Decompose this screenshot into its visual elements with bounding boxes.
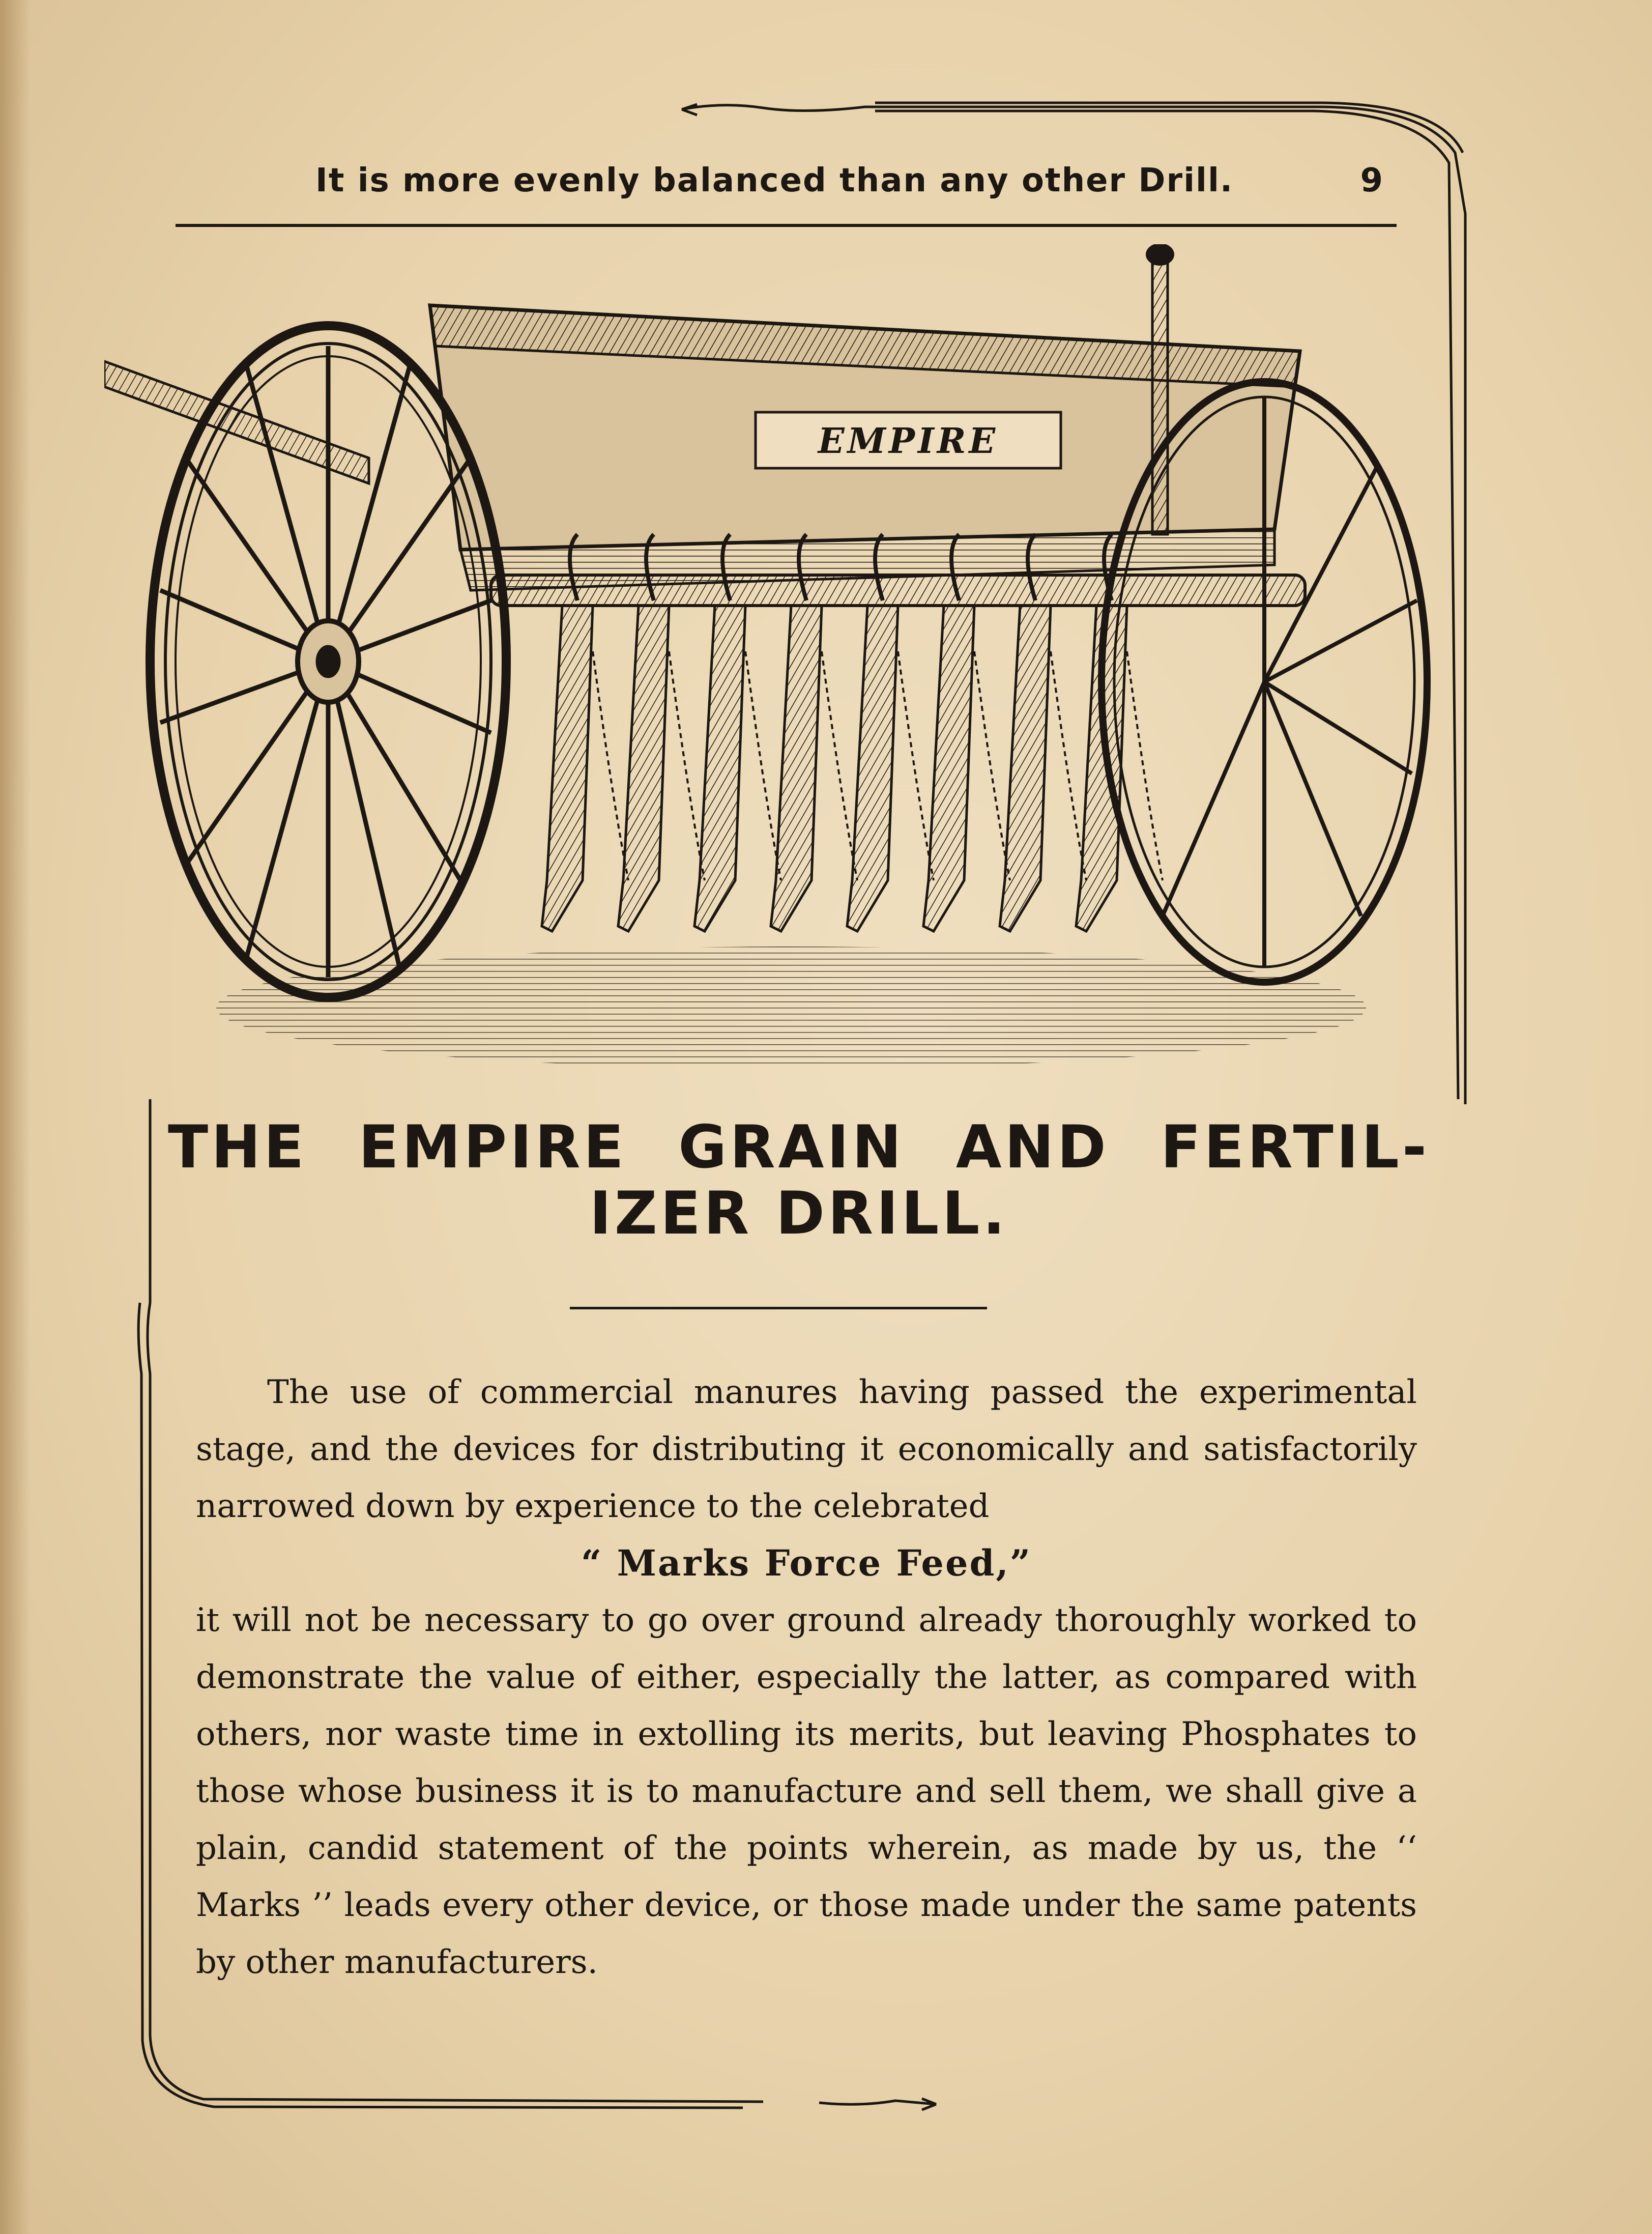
page-number: 9 [1360, 162, 1384, 199]
title-rule [570, 1307, 987, 1309]
drill-brand-label: EMPIRE [818, 421, 999, 462]
marks-force-feed-heading: “ Marks Force Feed,” [581, 1542, 1032, 1584]
title-line-2: IZER DRILL. [589, 1179, 1008, 1248]
paragraph-2: it will not be necessary to go over ground already thoroughly worked to demonstrate the value of either, especially the latter, as compared with others, nor waste time in extolling its merits, but leaving Phosphates to those whose business it is to manufacture and sell them, we shall give a plain, candid statement of the points wherein, as made by us, the ‘‘ Marks ’’ leads every other device, or those made under the same patents by other manufacturers. [196, 1601, 1417, 1981]
header-rule [176, 224, 1397, 227]
body-text [196, 1364, 1417, 1991]
running-header [315, 153, 1384, 209]
grain-drill-illustration [104, 244, 1447, 1099]
paragraph-1: The use of commercial manures having passed the experimental stage, and the devices for distributing it economically and satisfactorily narrowed down by experience to the celebrated [196, 1373, 1417, 1525]
article-title [168, 1114, 1430, 1247]
running-title: It is more evenly balanced than any other Drill. [315, 162, 1234, 199]
title-line-1: THE EMPIRE GRAIN AND FERTIL- [168, 1113, 1430, 1182]
